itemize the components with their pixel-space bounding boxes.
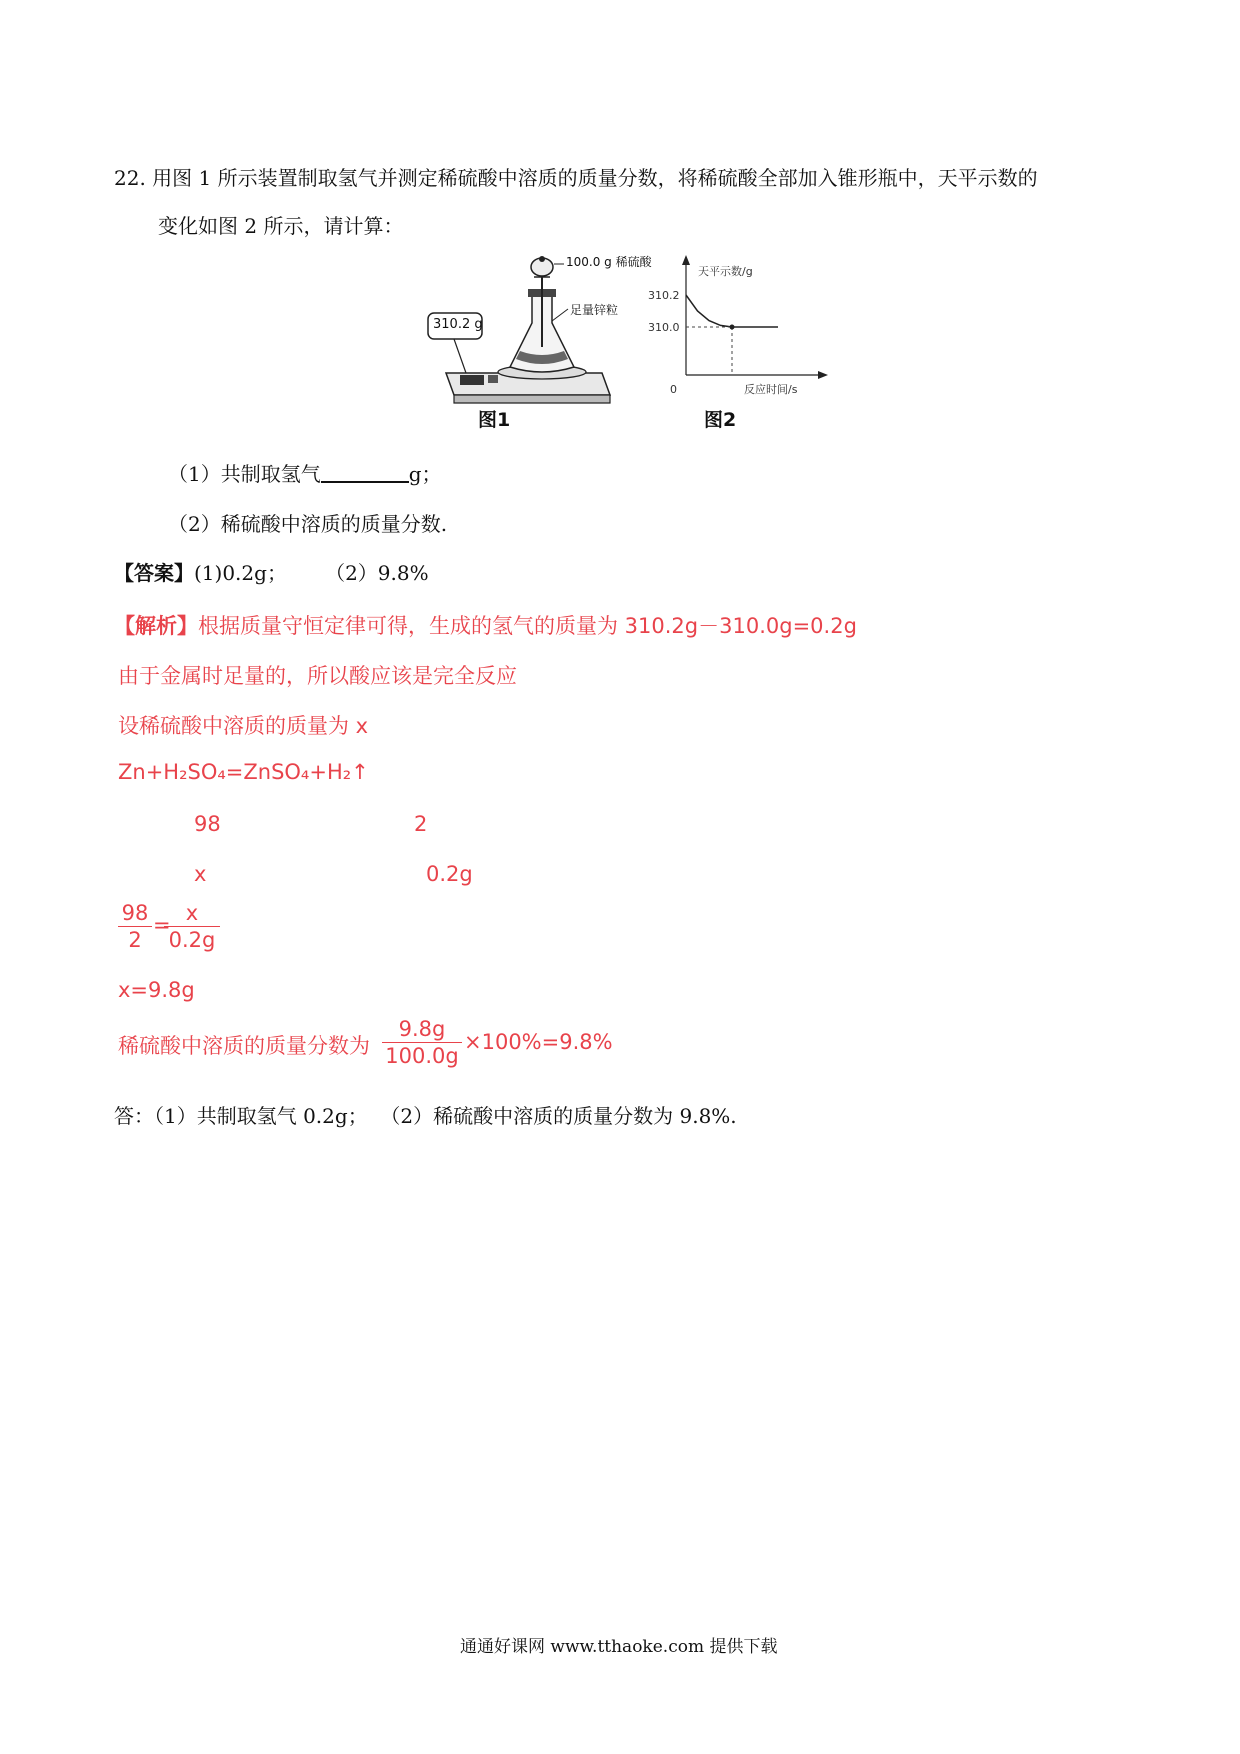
answer-line [114, 557, 429, 586]
analysis-label: 【解析】 [114, 614, 198, 638]
y-tick-label-high: 310.2 [648, 289, 680, 302]
y-tick-label-low: 310.0 [648, 321, 680, 334]
conclusion-prefix: 稀硫酸中溶质的质量分数为 [118, 1034, 370, 1058]
apparatus-illustration [424, 255, 624, 425]
fraction-percentage [382, 1016, 462, 1069]
question-number: 22. [114, 166, 146, 190]
fraction-1-denominator: 2 [128, 928, 142, 952]
analysis-line-1 [114, 610, 857, 640]
ratio-bottom-left: x [194, 862, 207, 886]
x-axis-arrow [818, 371, 828, 379]
acid-label: 100.0 g 稀硫酸 [566, 255, 652, 269]
balance-reading: 310.2 g [433, 317, 483, 332]
answer-label: 【答案】 [114, 561, 194, 585]
analysis-line-3: 设稀硫酸中溶质的质量为 x [118, 714, 369, 738]
sub-question-1-unit: g； [408, 462, 442, 486]
sub-question-1-text: （1）共制取氢气 [168, 462, 321, 486]
analysis-text-1: 根据质量守恒定律可得，生成的氢气的质量为 310.2g－310.0g=0.2g [198, 614, 857, 638]
fraction-3-denominator: 100.0g [385, 1044, 459, 1068]
equals-sign: = [153, 913, 171, 937]
x-axis-label: 反应时间/s [744, 383, 798, 395]
analysis-line-2: 由于金属时足量的，所以酸应该是完全反应 [118, 664, 517, 688]
figure-1-caption: 图1 [478, 409, 511, 431]
final-answer: 答：（1）共制取氢气 0.2g； （2）稀硫酸中溶质的质量分数为 9.8%. [114, 1104, 737, 1128]
fraction-x-over-0-2g [164, 900, 220, 953]
ratio-top-right: 2 [414, 812, 428, 836]
fraction-2-denominator: 0.2g [168, 928, 216, 952]
y-axis-arrow [682, 255, 690, 265]
fraction-2-numerator: x [185, 901, 199, 925]
page-footer: 通通好课网 www.tthaoke.com 提供下载 [460, 1637, 778, 1657]
sub-question-2: （2）稀硫酸中溶质的质量分数. [168, 512, 448, 536]
balance-reading-line [686, 295, 778, 327]
chemical-equation: Zn+H₂SO₄=ZnSO₄+H₂↑ [118, 760, 369, 784]
figure-1 [424, 255, 652, 431]
ratio-top-left: 98 [194, 812, 221, 836]
plateau-point [730, 325, 735, 330]
conclusion-suffix: ×100%=9.8% [464, 1030, 613, 1054]
question-text-1: 用图 1 所示装置制取氢气并测定稀硫酸中溶质的质量分数，将稀硫酸全部加入锥形瓶中，天平示数的 [152, 166, 1038, 190]
zinc-label: 足量锌粒 [570, 303, 619, 317]
figure-2-caption: 图2 [704, 409, 737, 431]
result-line: x=9.8g [118, 978, 195, 1002]
question-line-1 [114, 162, 1038, 191]
answer-text: (1)0.2g； （2）9.8% [194, 561, 429, 585]
answer-blank [321, 463, 409, 483]
sub-question-1 [168, 458, 442, 487]
origin-label: 0 [670, 383, 677, 395]
ratio-bottom-right: 0.2g [426, 862, 473, 886]
balance-reading-chart [636, 255, 832, 395]
question-line-2: 变化如图 2 所示，请计算： [158, 214, 404, 238]
y-axis-label: 天平示数/g [698, 265, 753, 278]
fraction-3-numerator: 9.8g [398, 1017, 446, 1041]
fraction-1-numerator: 98 [121, 901, 149, 925]
fraction-98-over-2 [118, 900, 152, 953]
figure-2 [636, 255, 832, 431]
